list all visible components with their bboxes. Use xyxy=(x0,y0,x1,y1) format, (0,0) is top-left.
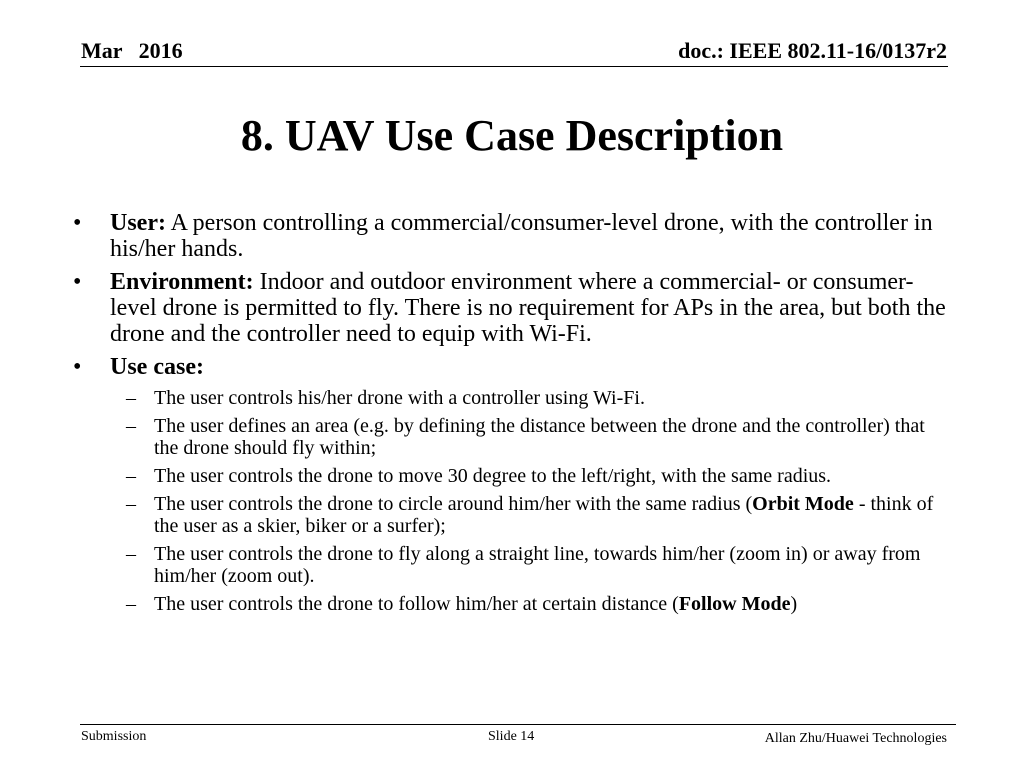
follow-mode-term: Follow Mode xyxy=(678,593,791,615)
slide-title: 8. UAV Use Case Description xyxy=(240,111,784,160)
list-item xyxy=(73,543,953,587)
list-item-text: The user controls the drone to move 30 degree to the left/right, with the same radius. xyxy=(154,465,832,487)
slide-body xyxy=(73,210,953,621)
list-item xyxy=(73,415,953,459)
bullet-text: A person controlling a commercial/consumer-level drone, with the controller in his/her hands. xyxy=(110,210,933,262)
list-item-text: ) xyxy=(790,593,798,615)
header-divider xyxy=(80,66,948,67)
list-item-text: The user controls the drone to fly along a straight line, towards him/her (zoom in) or away from him/her (zoom out). xyxy=(154,543,921,587)
dash-marker: – xyxy=(126,415,136,437)
use-case-list xyxy=(73,387,953,615)
dash-marker: – xyxy=(126,543,136,565)
orbit-mode-term: Orbit Mode xyxy=(752,493,854,515)
list-item-text: - think of the user as a skier, biker or a surfer); xyxy=(154,493,934,537)
list-item-text: The user defines an area (e.g. by defining the distance between the drone and the controller) that the drone should fly within; xyxy=(154,415,925,459)
list-item xyxy=(73,465,953,487)
bullet-text: Indoor and outdoor environment where a commercial- or consumer-level drone is permitted to fly. There is no requirement for APs in the area, but both the drone and the controller need to equip with Wi-Fi. xyxy=(110,269,946,347)
bullet-marker: • xyxy=(73,269,82,295)
footer-slide-number: Slide 14 xyxy=(488,729,535,744)
bullet-use-case xyxy=(73,354,953,380)
list-item-text: The user controls the drone to follow him/her at certain distance ( xyxy=(154,593,679,615)
bullet-marker: • xyxy=(73,210,82,236)
bullet-marker: • xyxy=(73,354,82,380)
list-item xyxy=(73,387,953,409)
bullet-label: Use case: xyxy=(110,354,204,380)
header-doc-id: doc.: IEEE 802.11-16/0137r2 xyxy=(678,38,947,63)
bullet-environment xyxy=(73,269,953,347)
bullet-label: User: xyxy=(110,210,166,236)
dash-marker: – xyxy=(126,465,136,487)
list-item-text: The user controls the drone to circle around him/her with the same radius ( xyxy=(154,493,753,515)
dash-marker: – xyxy=(126,493,136,515)
list-item xyxy=(73,593,953,615)
footer-divider xyxy=(80,724,956,725)
header-date: Mar 2016 xyxy=(81,38,183,63)
bullet-label: Environment: xyxy=(110,269,254,295)
dash-marker: – xyxy=(126,387,136,409)
bullet-user xyxy=(73,210,953,262)
footer-author: Allan Zhu/Huawei Technologies xyxy=(764,731,947,746)
footer-submission: Submission xyxy=(81,729,147,744)
list-item xyxy=(73,493,953,537)
list-item-text: The user controls his/her drone with a controller using Wi-Fi. xyxy=(154,387,645,409)
dash-marker: – xyxy=(126,593,136,615)
